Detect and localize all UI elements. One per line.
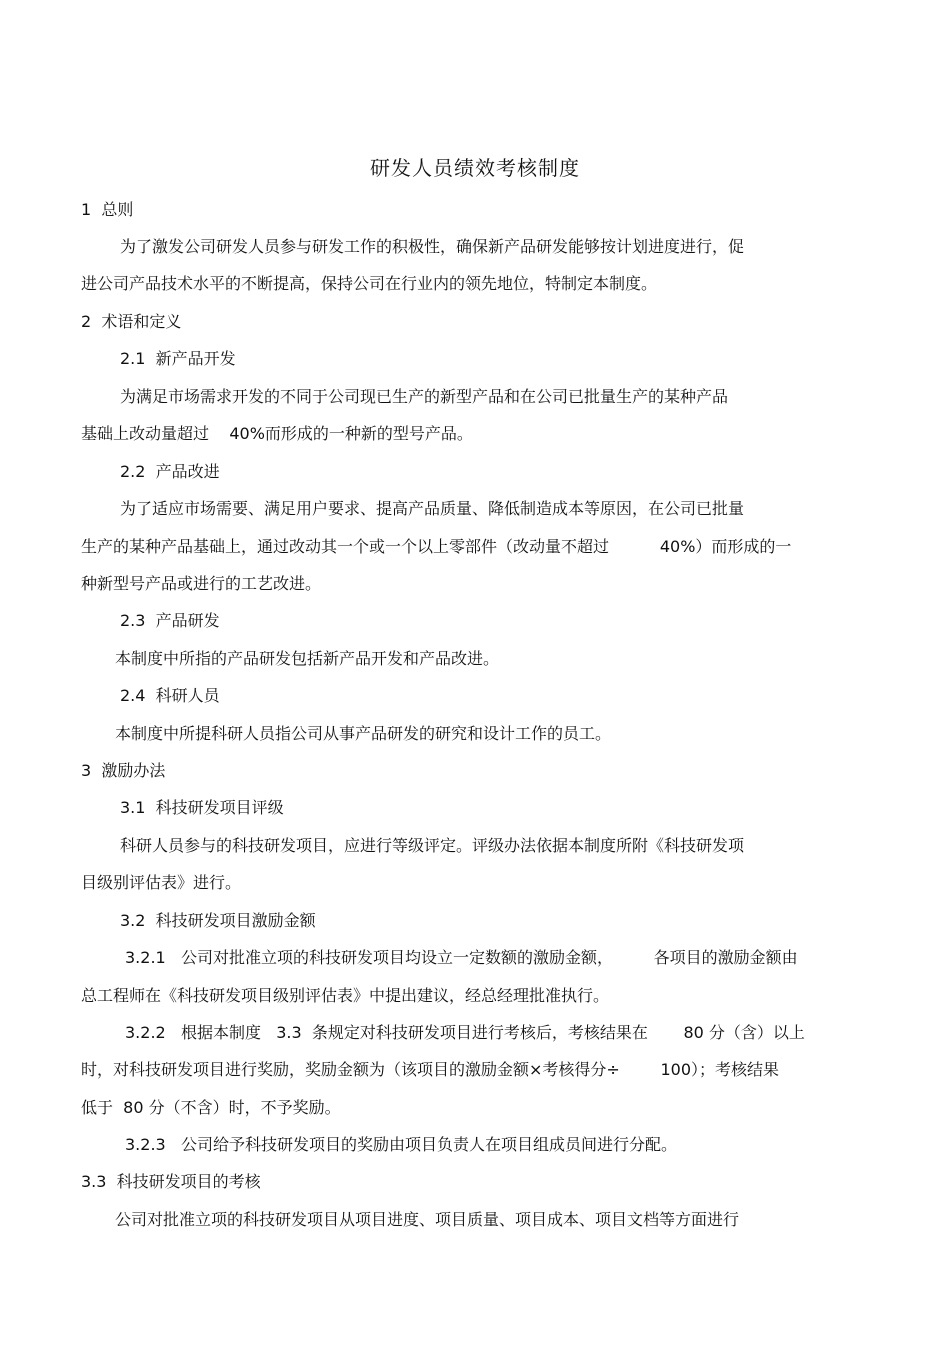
clause-3-2-2: 3.2.2 根据本制度 3.3 条规定对科技研发项目进行考核后，考核结果在 80 分（含）以上 — [125, 1023, 805, 1042]
subheading-3-1: 3.1 科技研发项目评级 — [120, 798, 284, 817]
heading-1: 1 总则 — [81, 200, 134, 219]
paragraph-line: 本制度中所提科研人员指公司从事产品研发的研究和设计工作的员工。 — [115, 724, 612, 743]
paragraph-line: 生产的某种产品基础上，通过改动其一个或一个以上零部件（改动量不超过 40%）而形成的一 — [81, 537, 792, 556]
paragraph-line: 科研人员参与的科技研发项目，应进行等级评定。评级办法依据本制度所附《科技研发项 — [120, 836, 745, 855]
subheading-3-2: 3.2 科技研发项目激励金额 — [120, 911, 316, 930]
subheading-2-2: 2.2 产品改进 — [120, 462, 220, 481]
paragraph-line: 进公司产品技术水平的不断提高，保持公司在行业内的领先地位，特制定本制度。 — [81, 274, 658, 293]
paragraph-line: 本制度中所指的产品研发包括新产品开发和产品改进。 — [115, 649, 500, 668]
paragraph-line: 公司对批准立项的科技研发项目从项目进度、项目质量、项目成本、项目文档等方面进行 — [115, 1210, 740, 1229]
subheading-2-4: 2.4 科研人员 — [120, 686, 220, 705]
subheading-2-3: 2.3 产品研发 — [120, 611, 220, 630]
paragraph-line: 低于 80 分（不含）时，不予奖励。 — [81, 1098, 341, 1117]
paragraph-line: 总工程师在《科技研发项目级别评估表》中提出建议，经总经理批准执行。 — [81, 986, 610, 1005]
paragraph-line: 时，对科技研发项目进行奖励，奖励金额为（该项目的激励金额×考核得分÷ 100）；考核结果 — [81, 1060, 780, 1079]
paragraph-line: 为满足市场需求开发的不同于公司现已生产的新型产品和在公司已批量生产的某种产品 — [120, 387, 729, 406]
heading-2: 2 术语和定义 — [81, 312, 182, 331]
clause-3-2-3: 3.2.3 公司给予科技研发项目的奖励由项目负责人在项目组成员间进行分配。 — [125, 1135, 677, 1154]
paragraph-line: 目级别评估表》进行。 — [81, 873, 242, 892]
paragraph-line: 种新型号产品或进行的工艺改进。 — [81, 574, 322, 593]
heading-3: 3 激励办法 — [81, 761, 166, 780]
document-title: 研发人员绩效考核制度 — [370, 156, 580, 180]
paragraph-line: 基础上改动量超过 40%而形成的一种新的型号产品。 — [81, 424, 473, 443]
paragraph-line: 为了激发公司研发人员参与研发工作的积极性，确保新产品研发能够按计划进度进行，促 — [120, 237, 745, 256]
subheading-2-1: 2.1 新产品开发 — [120, 349, 236, 368]
clause-3-2-1: 3.2.1 公司对批准立项的科技研发项目均设立一定数额的激励金额， 各项目的激励金额由 — [125, 948, 798, 967]
heading-3-3: 3.3 科技研发项目的考核 — [81, 1172, 261, 1191]
paragraph-line: 为了适应市场需要、满足用户要求、提高产品质量、降低制造成本等原因，在公司已批量 — [120, 499, 745, 518]
